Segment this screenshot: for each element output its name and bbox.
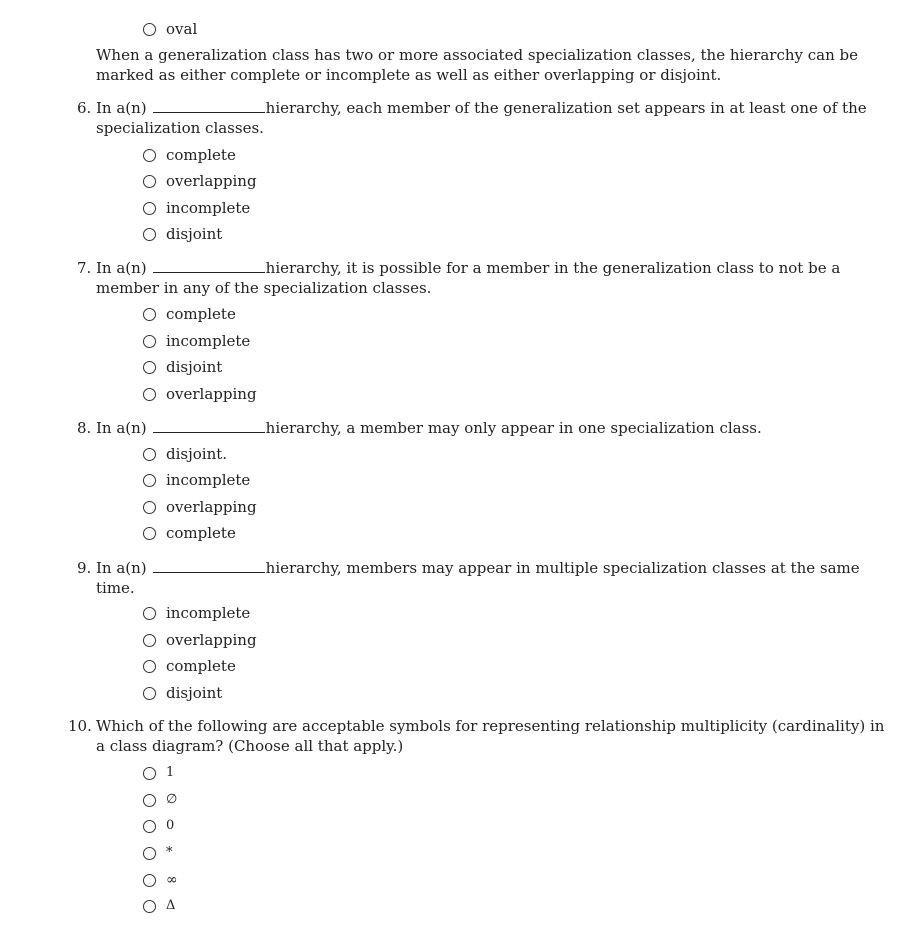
question-9-line-1 bbox=[96, 558, 860, 578]
radio-button[interactable] bbox=[143, 874, 156, 887]
question-7-line-1 bbox=[96, 258, 840, 278]
radio-option[interactable] bbox=[143, 497, 257, 517]
option-label: disjoint bbox=[166, 684, 223, 702]
option-label: overlapping bbox=[166, 172, 257, 190]
radio-option[interactable] bbox=[143, 470, 250, 490]
intro-line-2: marked as either complete or incomplete as well as either overlapping or disjoint. bbox=[96, 66, 722, 84]
intro-line-1: When a generalization class has two or more associated specialization classes, the hierarchy can be bbox=[96, 46, 859, 64]
question-6-line-2: specialization classes. bbox=[96, 119, 264, 137]
radio-button[interactable] bbox=[143, 335, 156, 348]
option-label: Δ bbox=[166, 898, 176, 913]
option-label: oval bbox=[166, 20, 198, 38]
question-prefix: In a(n) bbox=[96, 259, 147, 277]
option-label: overlapping bbox=[166, 385, 257, 403]
option-label: complete bbox=[166, 524, 236, 542]
checkbox-option[interactable] bbox=[143, 763, 174, 783]
radio-button[interactable] bbox=[143, 687, 156, 700]
radio-button[interactable] bbox=[143, 900, 156, 913]
question-number: 6. bbox=[77, 99, 92, 117]
question-text: hierarchy, members may appear in multiple specialization classes at the same bbox=[265, 559, 860, 577]
radio-button[interactable] bbox=[143, 527, 156, 540]
fill-in-blank bbox=[153, 418, 265, 433]
radio-option[interactable] bbox=[143, 656, 236, 676]
radio-option[interactable] bbox=[143, 630, 257, 650]
radio-button[interactable] bbox=[143, 23, 156, 36]
checkbox-option[interactable] bbox=[143, 790, 177, 810]
option-label: incomplete bbox=[166, 604, 251, 622]
radio-button[interactable] bbox=[143, 501, 156, 514]
radio-button[interactable] bbox=[143, 448, 156, 461]
radio-button[interactable] bbox=[143, 767, 156, 780]
question-text: hierarchy, a member may only appear in one specialization class. bbox=[265, 419, 762, 437]
radio-option[interactable] bbox=[143, 198, 250, 218]
option-label: disjoint bbox=[166, 358, 223, 376]
radio-option[interactable] bbox=[143, 145, 236, 165]
option-label: disjoint. bbox=[166, 445, 228, 463]
question-7-line-2: member in any of the specialization classes. bbox=[96, 279, 432, 297]
radio-option[interactable] bbox=[143, 357, 222, 377]
option-label: * bbox=[166, 845, 173, 860]
checkbox-option[interactable] bbox=[143, 816, 174, 836]
question-8-line-1 bbox=[96, 418, 762, 438]
radio-button[interactable] bbox=[143, 361, 156, 374]
checkbox-option[interactable] bbox=[143, 896, 175, 916]
radio-button[interactable] bbox=[143, 607, 156, 620]
radio-option[interactable] bbox=[143, 171, 257, 191]
option-label: incomplete bbox=[166, 332, 251, 350]
fill-in-blank bbox=[153, 558, 265, 573]
radio-option[interactable] bbox=[143, 603, 250, 623]
question-prefix: In a(n) bbox=[96, 99, 147, 117]
question-prefix: In a(n) bbox=[96, 559, 147, 577]
fill-in-blank bbox=[153, 258, 265, 273]
radio-option[interactable] bbox=[143, 331, 250, 351]
radio-button[interactable] bbox=[143, 794, 156, 807]
radio-option[interactable] bbox=[143, 523, 236, 543]
radio-option[interactable] bbox=[143, 304, 236, 324]
radio-button[interactable] bbox=[143, 228, 156, 241]
radio-option[interactable] bbox=[143, 224, 222, 244]
question-number: 7. bbox=[77, 259, 92, 277]
question-6-line-1 bbox=[96, 98, 867, 118]
radio-button[interactable] bbox=[143, 388, 156, 401]
option-label: 0 bbox=[166, 818, 175, 833]
option-label: ∞ bbox=[166, 872, 178, 888]
option-label: overlapping bbox=[166, 631, 257, 649]
option-label: 1 bbox=[166, 765, 175, 780]
option-label: disjoint bbox=[166, 225, 223, 243]
checkbox-option[interactable] bbox=[143, 870, 178, 890]
radio-button[interactable] bbox=[143, 202, 156, 215]
radio-button[interactable] bbox=[143, 149, 156, 162]
question-10-line-2: a class diagram? (Choose all that apply.) bbox=[96, 737, 404, 755]
radio-button[interactable] bbox=[143, 820, 156, 833]
radio-button[interactable] bbox=[143, 660, 156, 673]
fill-in-blank bbox=[153, 98, 265, 113]
question-number: 10. bbox=[68, 717, 92, 735]
option-label: incomplete bbox=[166, 471, 251, 489]
option-label: ∅ bbox=[166, 792, 178, 807]
question-10-line-1: Which of the following are acceptable symbols for representing relationship multiplicity (cardinality) in bbox=[96, 717, 885, 735]
question-prefix: In a(n) bbox=[96, 419, 147, 437]
radio-option[interactable] bbox=[143, 384, 257, 404]
question-text: hierarchy, it is possible for a member in the generalization class to not be a bbox=[265, 259, 841, 277]
option-label: complete bbox=[166, 305, 236, 323]
radio-option[interactable] bbox=[143, 683, 222, 703]
option-label: incomplete bbox=[166, 199, 251, 217]
option-label: complete bbox=[166, 657, 236, 675]
radio-option-oval[interactable] bbox=[143, 19, 197, 39]
radio-button[interactable] bbox=[143, 308, 156, 321]
question-text: hierarchy, each member of the generalization set appears in at least one of the bbox=[265, 99, 867, 117]
option-label: overlapping bbox=[166, 498, 257, 516]
question-9-line-2: time. bbox=[96, 579, 135, 597]
option-label: complete bbox=[166, 146, 236, 164]
radio-button[interactable] bbox=[143, 175, 156, 188]
radio-option[interactable] bbox=[143, 444, 227, 464]
checkbox-option[interactable] bbox=[143, 843, 173, 863]
radio-button[interactable] bbox=[143, 634, 156, 647]
radio-button[interactable] bbox=[143, 847, 156, 860]
question-number: 8. bbox=[77, 419, 92, 437]
question-number: 9. bbox=[77, 559, 92, 577]
radio-button[interactable] bbox=[143, 474, 156, 487]
